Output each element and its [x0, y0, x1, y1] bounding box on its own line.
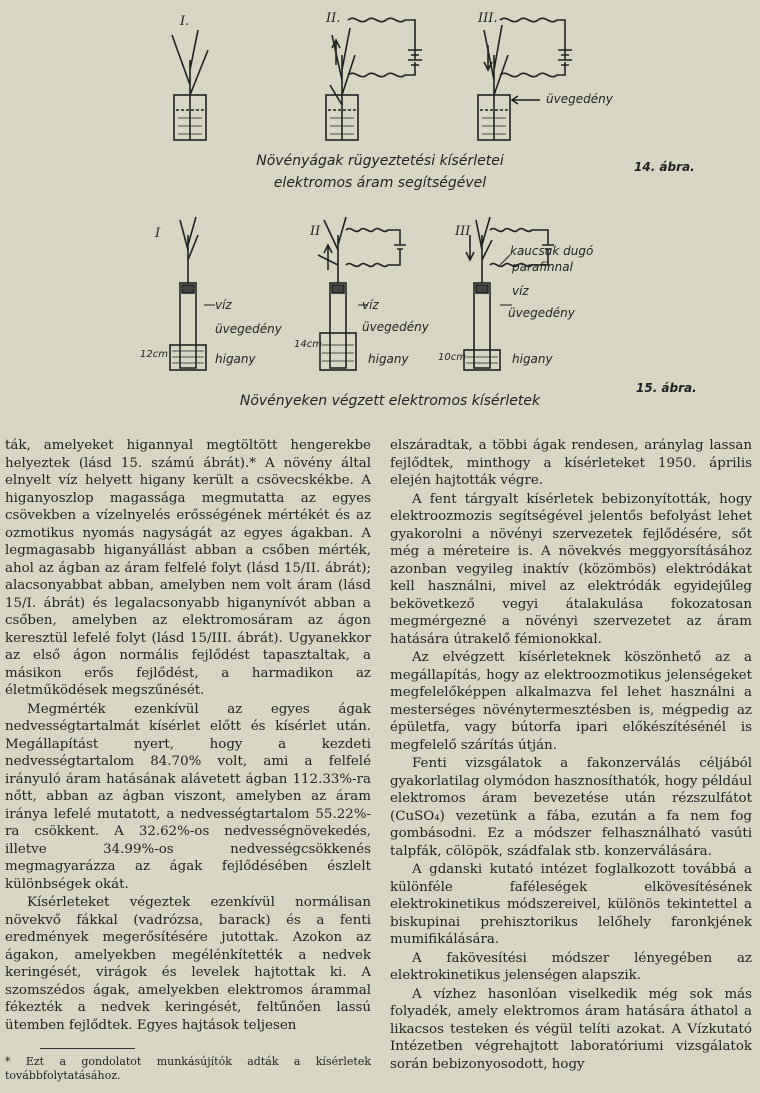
fig14-panel-2-plant — [326, 18, 422, 140]
figure-15 — [0, 205, 760, 425]
fig15-caption: Növényeken végzett elektromos kísérletek — [239, 393, 541, 409]
fig14-glass-label: üvegedény — [546, 92, 613, 106]
fig14-panel-3-plant — [478, 18, 572, 140]
footnote-rule — [40, 1048, 135, 1049]
fig15-panel-1-apparatus — [170, 217, 206, 370]
fig15-3-rubber-label: kaucsuk dugó — [510, 244, 594, 258]
fig15-1-water-label: víz — [215, 298, 232, 312]
fig15-label-2: II — [310, 224, 321, 239]
fig15-2-water-label: víz — [362, 298, 379, 312]
fig14-number: 14. ábra. — [634, 160, 695, 174]
right-column — [390, 437, 752, 1073]
right-paragraph: elszáradtak, a többi ágak rendesen, aránylag lassan fejlődtek, minthogy a kísérleteket 1950. április elején hajtották végre. — [390, 438, 752, 488]
fig14-caption-line1: Növényágak rügyeztetési kísérletei — [256, 153, 504, 169]
fig14-label-2: II. — [326, 11, 341, 26]
fig15-1-height: 12cm — [140, 349, 168, 360]
fig15-label-3: III — [455, 224, 471, 239]
right-paragraph: A fakövesítési módszer lényegében az elektrokinetikus jelenségen alapszik. — [390, 950, 752, 983]
right-paragraph: A fent tárgyalt kísérletek bebizonyították, hogy elektroozmozis segítségével jelentős befolyást lehet gyakorolni a növényi szervezetek fejlődésére, sőt még a méreteire is. A növekvés meggyorsításához azonban vegyileg inaktív (közömbös) elektródákat kell használni, mivel az elektródák egyidejűleg bekövetkező vegyi átalakulása fokozatosan megmérgezné a növényi szervezetet az áram hatására útrakelő fémionokkal. — [390, 491, 752, 647]
fig15-1-glass-label: üvegedény — [215, 322, 282, 336]
fig15-3-height: 10cm — [438, 352, 466, 363]
right-paragraph: A gdanski kutató intézet foglalkozott továbbá a különféle faféleségek elkövesítésének elektrokinetikus módszereivel, különös tekintettel a biskupinai prehisztorikus lelőhely faronkjének mumifikálására. — [390, 862, 752, 947]
fig14-caption — [240, 150, 520, 194]
figure-14 — [0, 0, 760, 200]
fig15-3-mercury-label: higany — [512, 352, 553, 366]
left-column — [5, 437, 371, 1034]
left-paragraph: Kísérleteket végeztek ezenkívül normálisan növekvő fákkal (vadrózsa, barack) és a fenti eredmények megerősítésére jutottak. Azokon az ágakon, amelyekben megélénkítették a nedvek keringését, virágok és levelek hajtottak ki. A szomszédos ágak, amelyekben elektromos árammal fékezték a nedvek keringését, feltűnően lassú ütemben fejlődtek. Egyes hajtások teljesen — [5, 895, 371, 1033]
fig15-2-height: 14cm — [294, 339, 322, 350]
fig14-panel-1-plant — [172, 30, 208, 140]
fig15-number: 15. ábra. — [636, 381, 697, 395]
fig15-3-glass-label: üvegedény — [508, 306, 575, 320]
left-paragraph: Megmérték ezenkívül az egyes ágak nedvességtartalmát kísérlet előtt és kísérlet után. Megállapítást nyert, hogy a kezdeti nedvességtartalom 84.70% volt, ami a felfelé irányuló áram hatásának alávetett ágban 112.33%-ra nőtt, abban az ágban viszont, amelyben az áram iránya lefelé mutatott, a nedvességtartalom 55.22%-ra csökkent. A 32.62%-os nedvességnövekedés, illetve 34.99%-os nedvességcsökkenés megmagyarázza az ágak fejlődésében észlelt különbségek okát. — [5, 701, 371, 892]
fig15-label-1: I — [155, 226, 161, 241]
fig15-3-paraffin-label: parafinnal — [512, 260, 573, 274]
footnote: * Ezt a gondolatot munkásújítók adták a kísérletek továbbfolytatásához. — [5, 1055, 371, 1082]
fig15-panel-2-apparatus — [318, 217, 406, 370]
right-paragraph: A vízhez hasonlóan viselkedik még sok más folyadék, amely elektromos áram hatására áthatol a likacsos testeken és végül telíti azokat. A Vízkutató Intézetben végrehajtott laboratóriumi vizsgálatok során bebizonyosodott, hogy — [390, 986, 752, 1072]
fig14-label-3: III. — [478, 11, 498, 26]
fig15-1-mercury-label: higany — [215, 352, 256, 366]
fig15-panel-3-apparatus — [464, 217, 554, 370]
fig14-caption-line2: elektromos áram segítségével — [273, 175, 487, 191]
fig15-2-mercury-label: higany — [368, 352, 409, 366]
fig14-label-1: I. — [180, 14, 190, 29]
right-paragraph: Fenti vizsgálatok a fakonzerválás céljából gyakorlatilag olymódon hasznosíthatók, hogy például elektromos áram bevezetése után rézszulfátot (CuSO₄) vezetünk a fába, ezután a fa nem fog gombásodni. Ez a módszer felhasználható vasúti talpfák, cölöpök, szádfalak stb. konzerválására. — [390, 756, 752, 859]
right-paragraph: Az elvégzett kísérleteknek köszönhető az a megállapítás, hogy az elektroozmotikus jelenségeket megfelelőképpen alkalmazva fel lehet használni a mesterséges növénytermesztésben is, mégpedig az épületfa, vagy bútorfa ipari előkészítésénél is megfelelő szárítás útján. — [390, 650, 752, 753]
fig15-3-water-label: víz — [512, 284, 529, 298]
left-paragraph: ták, amelyeket higannyal megtöltött hengerekbe helyeztek (lásd 15. számú ábrát).* A növény által elnyelt víz helyett higany került a csövecskékbe. A higanyoszlop magassága megmutatta az egyes csövekben a vízelnyelés erősségének mértékét és az ozmotikus nyomás nagyságát az egyes ágakban. A legmagasabb higanyállást abban a csőben mérték, ahol az ágban az áram felfelé folyt (lásd 15/II. ábrát); alacsonyabbat abban, amelyben nem volt áram (lásd 15/I. ábrát) és legalacsonyabb higanynívót abban a csőben, amelyben az elektromosáram az ágon keresztül lefelé folyt (lásd 15/III. ábrát). Ugyanekkor az első ágon normális fejlődést tapasztaltak, a másikon erős fejlődést, a harmadikon az életműködések megszűnését. — [5, 438, 371, 698]
fig15-2-glass-label: üvegedény — [362, 320, 429, 334]
